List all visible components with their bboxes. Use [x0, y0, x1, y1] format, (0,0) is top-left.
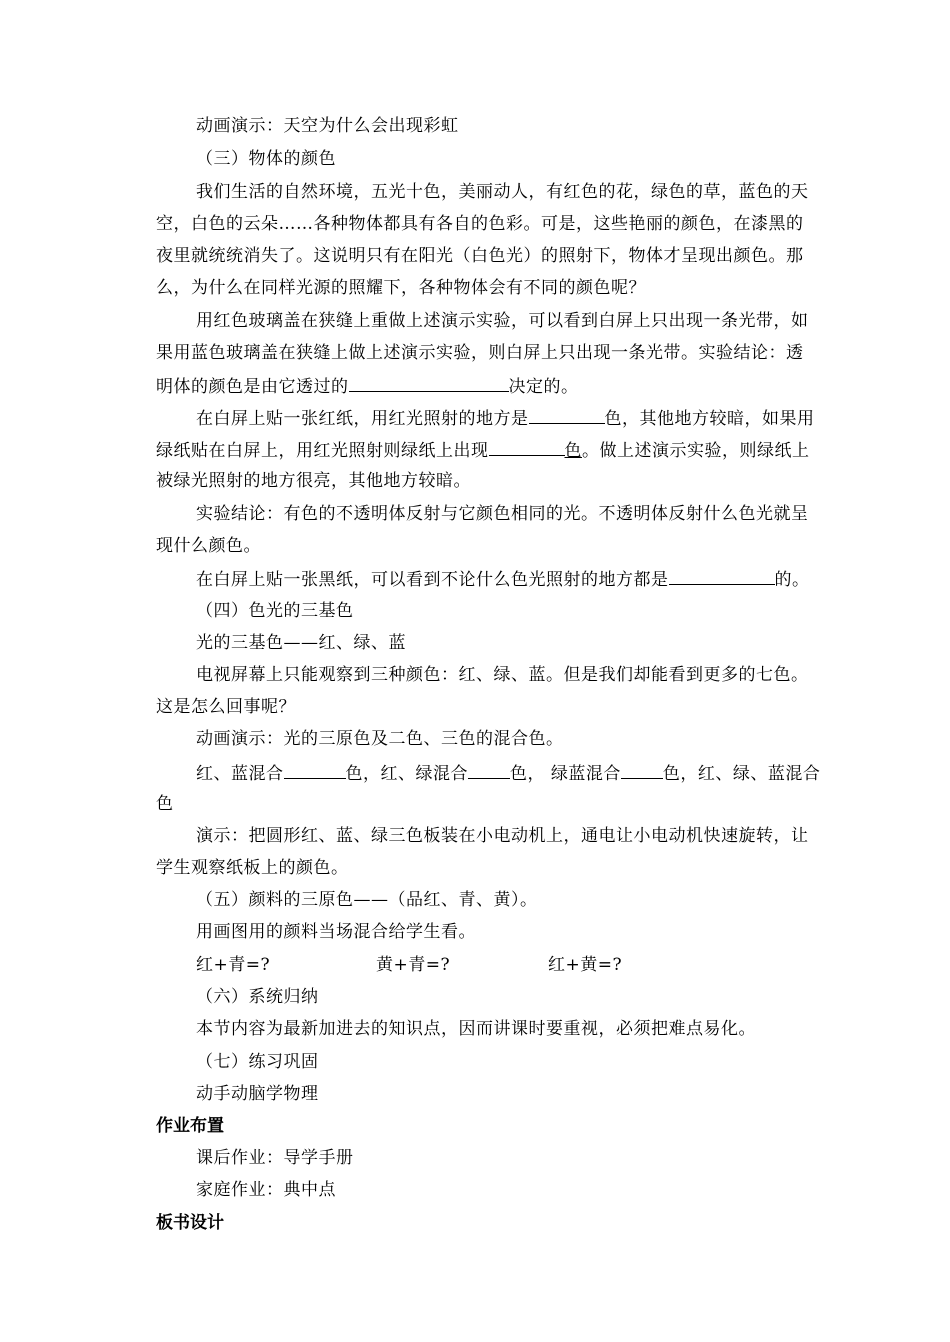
fill-blank [489, 439, 565, 456]
paragraph-line: 色 [156, 794, 174, 814]
section-6-heading: （六）系统归纳 [196, 987, 319, 1007]
fill-blank [669, 568, 775, 585]
paragraph-line: 这是怎么回事呢？ [156, 697, 296, 717]
fill-blank [349, 375, 509, 392]
practice-line: 动手动脑学物理 [196, 1084, 319, 1104]
homework-after-class: 课后作业：导学手册 [196, 1148, 354, 1168]
homework-family: 家庭作业：典中点 [196, 1180, 336, 1200]
text-segment: 决定的。 [508, 377, 579, 397]
paragraph-line [156, 375, 579, 397]
paragraph-line: 夜里就统统消失了。这说明只有在阳光（白色光）的照射下，物体才呈现出颜色。那 [156, 246, 804, 266]
text-segment: 色， 绿蓝混合 [510, 764, 621, 784]
section-3-heading: （三）物体的颜色 [196, 149, 336, 169]
paragraph-line: 空，白色的云朵……各种物体都具有各自的色彩。可是，这些艳丽的颜色，在漆黑的 [156, 214, 804, 234]
fill-blank [468, 762, 510, 779]
paragraph-line [156, 439, 810, 461]
primary-colors-line: 光的三基色——红、绿、蓝 [196, 633, 406, 653]
text-segment: 红、蓝混合 [196, 764, 284, 784]
paragraph-line: 实验结论：有色的不透明体反射与它颜色相同的光。不透明体反射什么色光就呈 [196, 504, 809, 524]
paragraph-line: 果用蓝色玻璃盖在狭缝上做上述演示实验，则白屏上只出现一条光带。实验结论：透 [156, 343, 804, 363]
text-segment: 在白屏上贴一张红纸，用红光照射的地方是 [196, 409, 529, 429]
text-segment: 明体的颜色是由它透过的 [156, 377, 349, 397]
text-segment: 色，其他地方较暗，如果用 [604, 409, 815, 429]
homework-heading: 作业布置 [156, 1116, 224, 1136]
text-segment: 色，红、绿混合 [345, 764, 468, 784]
question-yellow-cyan: 黄+青=? [376, 955, 451, 975]
paragraph-line: 现什么颜色。 [156, 536, 261, 556]
paragraph-line [196, 407, 815, 429]
animation-rainbow-line: 动画演示：天空为什么会出现彩虹 [196, 116, 459, 136]
board-design-heading: 板书设计 [156, 1213, 224, 1233]
paragraph-line: 演示：把圆形红、蓝、绿三色板装在小电动机上，通电让小电动机快速旋转，让 [196, 826, 809, 846]
summary-line: 本节内容为最新加进去的知识点，因而讲课时要重视，必须把难点易化。 [196, 1019, 756, 1039]
fill-blank [621, 762, 663, 779]
question-red-cyan: 红+青=? [196, 955, 271, 975]
paragraph-line: 学生观察纸板上的颜色。 [156, 858, 349, 878]
paragraph-line: 我们生活的自然环境，五光十色，美丽动人，有红色的花，绿色的草，蓝色的天 [196, 182, 809, 202]
section-4-heading: （四）色光的三基色 [196, 601, 354, 621]
section-5-heading: （五）颜料的三原色——（品红、青、黄）。 [196, 890, 538, 910]
text-segment: 色，红、绿、蓝混合 [662, 764, 821, 784]
question-red-yellow: 红+黄=? [548, 955, 623, 975]
text-segment: 。做上述演示实验，则绿纸上 [582, 441, 810, 461]
underlined-text: 色 [564, 441, 582, 461]
text-segment: 的。 [774, 570, 810, 590]
fill-blank [284, 762, 346, 779]
animation-mix-line: 动画演示：光的三原色及二色、三色的混合色。 [196, 729, 564, 749]
section-7-heading: （七）练习巩固 [196, 1052, 319, 1072]
paragraph-line [196, 568, 810, 590]
text-segment: 在白屏上贴一张黑纸，可以看到不论什么色光照射的地方都是 [196, 570, 669, 590]
text-segment: 绿纸贴在白屏上，用红光照射则绿纸上出现 [156, 441, 489, 461]
paint-mix-line: 用画图用的颜料当场混合给学生看。 [196, 922, 476, 942]
paragraph-line: 用红色玻璃盖在狭缝上重做上述演示实验，可以看到白屏上只出现一条光带，如 [196, 311, 809, 331]
paragraph-line: 么，为什么在同样光源的照耀下，各种物体会有不同的颜色呢？ [156, 278, 646, 298]
paragraph-line: 被绿光照射的地方很亮，其他地方较暗。 [156, 471, 471, 491]
paragraph-line: 电视屏幕上只能观察到三种颜色：红、绿、蓝。但是我们却能看到更多的七色。 [196, 665, 809, 685]
color-mix-line [196, 762, 820, 784]
fill-blank [529, 407, 605, 424]
